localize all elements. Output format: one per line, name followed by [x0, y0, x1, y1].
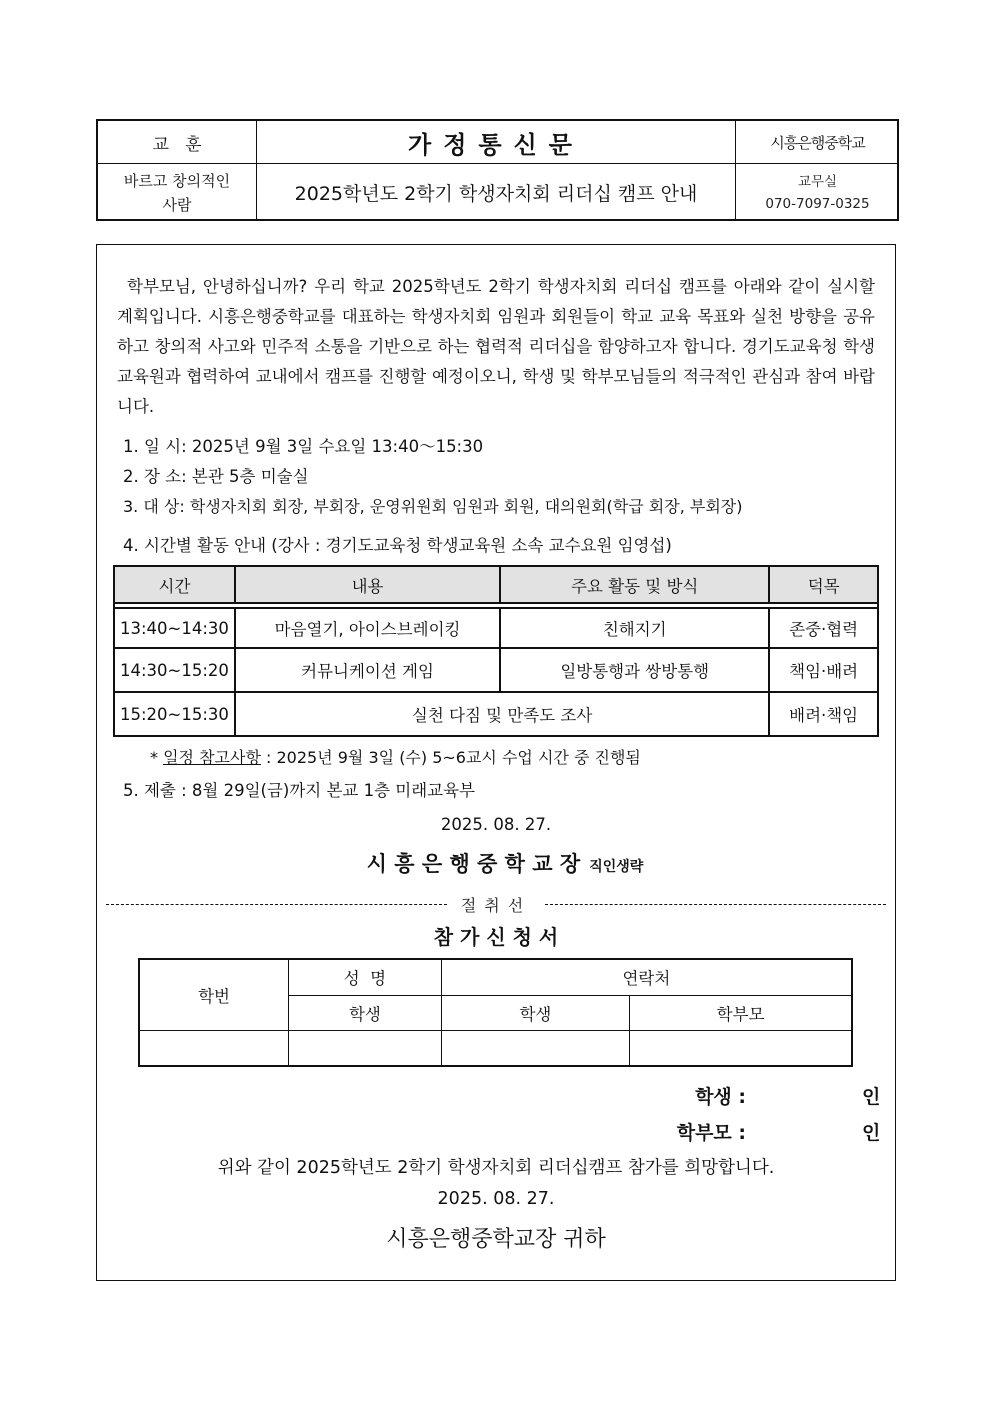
motto-label: 교 훈	[152, 134, 202, 155]
note-marker: *	[150, 748, 158, 767]
addressee: 시흥은행중학교장 귀하	[386, 1227, 606, 1252]
input-parent-contact[interactable]	[630, 1030, 852, 1066]
schedule-row	[114, 692, 878, 736]
dept-phone: 070-7097-0325	[765, 195, 870, 212]
schedule-cell: 15:20~15:30	[114, 692, 235, 736]
col-contact: 연락처	[441, 959, 852, 995]
schedule-header: 덕목	[769, 566, 878, 603]
item-5: 5. 제출 : 8월 29일(금)까지 본교 1층 미래교육부	[123, 781, 475, 800]
schedule-cell: 책임·배려	[769, 648, 878, 692]
header-table	[96, 119, 899, 221]
schedule-cell: 일방통행과 쌍방통행	[500, 648, 769, 692]
note-label: 일정 참고사항	[163, 748, 261, 767]
notice-date: 2025. 08. 27.	[440, 815, 552, 834]
schedule-cell: 실천 다짐 및 만족도 조사	[235, 692, 769, 736]
sub-col-student-contact: 학생	[441, 995, 629, 1030]
schedule-cell: 마음열기, 아이스브레이킹	[235, 608, 500, 648]
document-subject: 2025학년도 2학기 학생자치회 리더십 캠프 안내	[294, 183, 698, 205]
form-title: 참 가 신 청 서	[433, 925, 559, 949]
document-title: 가정통신문	[408, 130, 584, 159]
item-3: 3. 대 상: 학생자치회 회장, 부회장, 운영위원회 임원과 회원, 대의원회(학급 회장, 부회장)	[123, 497, 743, 516]
application-table	[138, 958, 853, 1067]
schedule-cell: 13:40~14:30	[114, 608, 235, 648]
schedule-row	[114, 608, 878, 648]
contact	[736, 164, 899, 221]
schedule-cell: 존중·협력	[769, 608, 878, 648]
parent-seal[interactable]: 인	[862, 1122, 881, 1144]
principal-name: 시 흥 은 행 중 학 교 장	[366, 852, 581, 876]
schedule-header: 주요 활동 및 방식	[500, 566, 769, 603]
student-sign-label: 학생 :	[695, 1086, 746, 1108]
schedule-header-row	[114, 566, 878, 603]
col-student-id: 학번	[139, 959, 289, 1030]
seal-omitted: 직인생략	[589, 859, 644, 875]
input-student-contact[interactable]	[441, 1030, 629, 1066]
schedule-note	[150, 745, 641, 768]
schedule-cell: 배려·책임	[769, 692, 878, 736]
student-seal[interactable]: 인	[862, 1086, 881, 1108]
schedule-cell: 커뮤니케이션 게임	[235, 648, 500, 692]
motto: 바르고 창의적인 사람	[123, 171, 231, 214]
schedule-table	[113, 565, 879, 737]
col-name: 성 명	[289, 959, 442, 995]
note-text: : 2025년 9월 3일 (수) 5~6교시 수업 시간 중 진행됨	[260, 748, 641, 767]
cut-line	[106, 893, 886, 916]
item-2: 2. 장 소: 본관 5층 미술실	[123, 467, 309, 486]
schedule-cell: 친해지기	[500, 608, 769, 648]
item-4: 4. 시간별 활동 안내 (강사 : 경기도교육청 학생교육원 소속 교수요원 임영섭)	[123, 536, 672, 555]
closing-statement: 위와 같이 2025학년도 2학기 학생자치회 리더십캠프 참가를 희망합니다.	[217, 1158, 775, 1178]
schedule-cell: 14:30~15:20	[114, 648, 235, 692]
input-student-id[interactable]	[139, 1030, 289, 1066]
sub-col-student-name: 학생	[289, 995, 442, 1030]
parent-sign-label: 학부모 :	[676, 1122, 746, 1144]
principal-line	[0, 848, 992, 878]
schedule-header: 내용	[235, 566, 500, 603]
schedule-header: 시간	[114, 566, 235, 603]
intro-paragraph: 학부모님, 안녕하십니까? 우리 학교 2025학년도 2학기 학생자치회 리더십 캠프를 아래와 같이 실시할 계획입니다. 시흥은행중학교를 대표하는 학생자치회 임원과 회원들이 학교 교육 목표와 실천 방향을 공유하고 창의적 사고와 민주적 소통을 기반으로 하는 협력적 리더십을 함양하고자 합니다. 경기도교육청 학생교육원과 협력하여 교내에서 캠프를 진행할 예정이오니, 학생 및 학부모님들의 적극적인 관심과 참여 바랍니다.	[117, 277, 875, 416]
sub-col-parent-contact: 학부모	[630, 995, 852, 1030]
school-name: 시흥은행중학교	[770, 133, 865, 152]
schedule-row	[114, 648, 878, 692]
dept-name: 교무실	[797, 173, 838, 190]
closing-date: 2025. 08. 27.	[437, 1189, 555, 1209]
input-student-name[interactable]	[289, 1030, 442, 1066]
item-1: 1. 일 시: 2025년 9월 3일 수요일 13:40～15:30	[123, 437, 484, 456]
cut-label: 절취선	[460, 896, 532, 915]
